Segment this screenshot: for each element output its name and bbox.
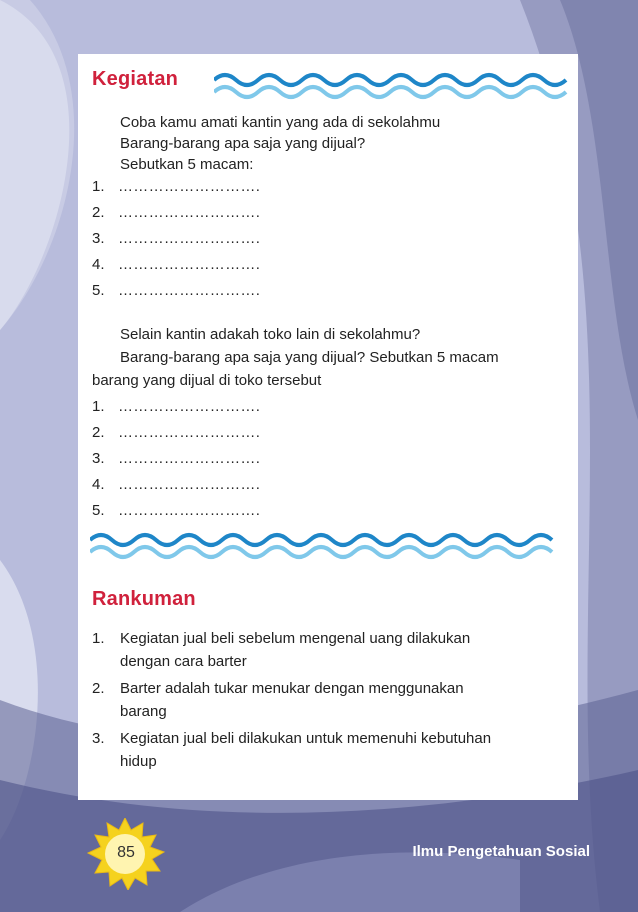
activity-heading: Kegiatan — [92, 68, 179, 90]
wave-divider-icon — [90, 530, 568, 560]
list-item-number: 1. — [92, 398, 105, 415]
wave-divider-icon — [214, 70, 570, 100]
book-title: Ilmu Pengetahuan Sosial — [412, 843, 590, 860]
answer-blank: ………………………. — [118, 398, 261, 415]
answer-blank: ………………………. — [118, 230, 261, 247]
activity-intro-line: Barang-barang apa saja yang dijual? — [120, 135, 366, 152]
list-item-number: 2. — [92, 424, 105, 441]
summary-item-text: barang — [120, 703, 167, 720]
page-number: 85 — [117, 844, 135, 861]
summary-item-text: hidup — [120, 753, 157, 770]
list-item-number: 4. — [92, 256, 105, 273]
activity-question-line: barang yang dijual di toko tersebut — [92, 372, 322, 389]
activity-intro-line: Coba kamu amati kantin yang ada di sekolahmu — [120, 114, 441, 131]
list-item-number: 5. — [92, 282, 105, 299]
summary-item-text: Kegiatan jual beli sebelum mengenal uang dilakukan — [120, 630, 471, 647]
answer-blank: ………………………. — [118, 178, 261, 195]
activity-question-line: Selain kantin adakah toko lain di sekolahmu? — [120, 326, 421, 343]
list-item-number: 5. — [92, 502, 105, 519]
summary-item-number: 2. — [92, 680, 105, 697]
list-item-number: 3. — [92, 230, 105, 247]
list-item-number: 4. — [92, 476, 105, 493]
answer-blank: ………………………. — [118, 256, 261, 273]
answer-blank: ………………………. — [118, 502, 261, 519]
summary-heading: Rankuman — [92, 588, 196, 610]
summary-item-text: Barter adalah tukar menukar dengan menggunakan — [120, 680, 464, 697]
list-item-number: 2. — [92, 204, 105, 221]
summary-item-text: dengan cara barter — [120, 653, 247, 670]
answer-blank: ………………………. — [118, 424, 261, 441]
summary-item-text: Kegiatan jual beli dilakukan untuk memenuhi kebutuhan — [120, 730, 492, 747]
answer-blank: ………………………. — [118, 476, 261, 493]
answer-blank: ………………………. — [118, 204, 261, 221]
summary-item-number: 1. — [92, 630, 105, 647]
list-item-number: 1. — [92, 178, 105, 195]
answer-blank: ………………………. — [118, 282, 261, 299]
summary-item-number: 3. — [92, 730, 105, 747]
activity-intro-line: Sebutkan 5 macam: — [120, 156, 254, 173]
answer-blank: ………………………. — [118, 450, 261, 467]
list-item-number: 3. — [92, 450, 105, 467]
activity-question-line: Barang-barang apa saja yang dijual? Sebutkan 5 macam — [120, 349, 499, 366]
